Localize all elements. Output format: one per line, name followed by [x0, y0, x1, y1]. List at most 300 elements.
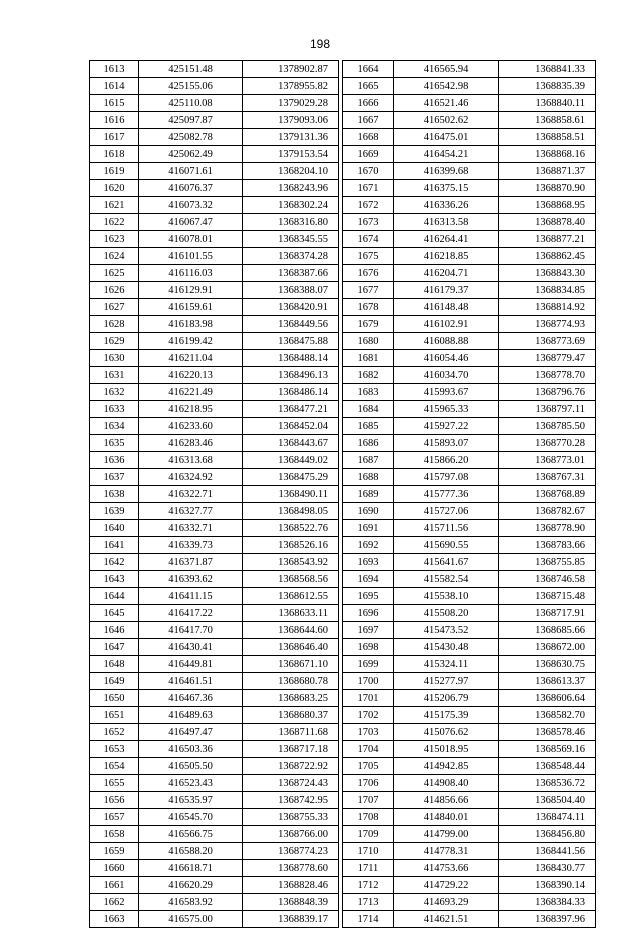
point-number-cell: 1709 — [343, 826, 394, 843]
x-coordinate-cell: 416076.37 — [139, 180, 243, 197]
table-row — [343, 775, 596, 792]
x-coordinate-cell: 416324.92 — [139, 469, 243, 486]
point-number-cell: 1628 — [90, 316, 139, 333]
point-number-cell: 1621 — [90, 197, 139, 214]
table-row — [90, 163, 339, 180]
table-row — [90, 180, 339, 197]
y-coordinate-cell: 1368680.78 — [243, 673, 339, 690]
y-coordinate-cell: 1368858.61 — [499, 112, 596, 129]
y-coordinate-cell: 1368302.24 — [243, 197, 339, 214]
y-coordinate-cell: 1368782.67 — [499, 503, 596, 520]
x-coordinate-cell: 416313.58 — [394, 214, 499, 231]
y-coordinate-cell: 1368496.13 — [243, 367, 339, 384]
y-coordinate-cell: 1368839.17 — [243, 911, 339, 928]
x-coordinate-cell: 416211.04 — [139, 350, 243, 367]
point-number-cell: 1702 — [343, 707, 394, 724]
y-coordinate-cell: 1368683.25 — [243, 690, 339, 707]
x-coordinate-cell: 416393.62 — [139, 571, 243, 588]
y-coordinate-cell: 1368504.40 — [499, 792, 596, 809]
x-coordinate-cell: 415927.22 — [394, 418, 499, 435]
point-number-cell: 1680 — [343, 333, 394, 350]
x-coordinate-cell: 416204.71 — [394, 265, 499, 282]
x-coordinate-cell: 416034.70 — [394, 367, 499, 384]
x-coordinate-cell: 415777.36 — [394, 486, 499, 503]
point-number-cell: 1666 — [343, 95, 394, 112]
point-number-cell: 1713 — [343, 894, 394, 911]
point-number-cell: 1712 — [343, 877, 394, 894]
point-number-cell: 1656 — [90, 792, 139, 809]
table-row — [90, 265, 339, 282]
point-number-cell: 1642 — [90, 554, 139, 571]
x-coordinate-cell: 416221.49 — [139, 384, 243, 401]
x-coordinate-cell: 415076.62 — [394, 724, 499, 741]
table-row — [90, 61, 339, 78]
x-coordinate-cell: 416327.77 — [139, 503, 243, 520]
y-coordinate-cell: 1368814.92 — [499, 299, 596, 316]
y-coordinate-cell: 1368778.60 — [243, 860, 339, 877]
x-coordinate-cell: 415538.10 — [394, 588, 499, 605]
table-row — [90, 452, 339, 469]
point-number-cell: 1647 — [90, 639, 139, 656]
y-coordinate-cell: 1368498.05 — [243, 503, 339, 520]
point-number-cell: 1710 — [343, 843, 394, 860]
table-row — [90, 724, 339, 741]
x-coordinate-cell: 416179.37 — [394, 282, 499, 299]
point-number-cell: 1638 — [90, 486, 139, 503]
point-number-cell: 1692 — [343, 537, 394, 554]
table-row — [343, 741, 596, 758]
point-number-cell: 1662 — [90, 894, 139, 911]
table-row — [343, 282, 596, 299]
y-coordinate-cell: 1368486.14 — [243, 384, 339, 401]
x-coordinate-cell: 416233.60 — [139, 418, 243, 435]
table-row — [90, 809, 339, 826]
point-number-cell: 1634 — [90, 418, 139, 435]
table-row — [90, 418, 339, 435]
x-coordinate-cell: 415965.33 — [394, 401, 499, 418]
y-coordinate-cell: 1368646.40 — [243, 639, 339, 656]
y-coordinate-cell: 1368536.72 — [499, 775, 596, 792]
y-coordinate-cell: 1368671.10 — [243, 656, 339, 673]
point-number-cell: 1614 — [90, 78, 139, 95]
y-coordinate-cell: 1368711.68 — [243, 724, 339, 741]
x-coordinate-cell: 425151.48 — [139, 61, 243, 78]
x-coordinate-cell: 414942.85 — [394, 758, 499, 775]
x-coordinate-cell: 415206.79 — [394, 690, 499, 707]
point-number-cell: 1696 — [343, 605, 394, 622]
y-coordinate-cell: 1368840.11 — [499, 95, 596, 112]
x-coordinate-cell: 416497.47 — [139, 724, 243, 741]
point-number-cell: 1682 — [343, 367, 394, 384]
table-row — [90, 197, 339, 214]
table-row — [90, 622, 339, 639]
point-number-cell: 1668 — [343, 129, 394, 146]
x-coordinate-cell: 416054.46 — [394, 350, 499, 367]
x-coordinate-cell: 415430.48 — [394, 639, 499, 656]
table-row — [343, 95, 596, 112]
point-number-cell: 1714 — [343, 911, 394, 928]
table-row — [90, 214, 339, 231]
y-coordinate-cell: 1368397.96 — [499, 911, 596, 928]
table-row — [90, 758, 339, 775]
point-number-cell: 1699 — [343, 656, 394, 673]
point-number-cell: 1678 — [343, 299, 394, 316]
y-coordinate-cell: 1368568.56 — [243, 571, 339, 588]
x-coordinate-cell: 416199.42 — [139, 333, 243, 350]
point-number-cell: 1669 — [343, 146, 394, 163]
point-number-cell: 1665 — [343, 78, 394, 95]
x-coordinate-cell: 425062.49 — [139, 146, 243, 163]
table-row — [90, 537, 339, 554]
point-number-cell: 1687 — [343, 452, 394, 469]
x-coordinate-cell: 415324.11 — [394, 656, 499, 673]
point-number-cell: 1643 — [90, 571, 139, 588]
point-number-cell: 1626 — [90, 282, 139, 299]
table-row — [343, 146, 596, 163]
x-coordinate-cell: 415473.52 — [394, 622, 499, 639]
x-coordinate-cell: 415277.97 — [394, 673, 499, 690]
y-coordinate-cell: 1368878.40 — [499, 214, 596, 231]
x-coordinate-cell: 414693.29 — [394, 894, 499, 911]
y-coordinate-cell: 1368870.90 — [499, 180, 596, 197]
table-row — [343, 894, 596, 911]
point-number-cell: 1683 — [343, 384, 394, 401]
point-number-cell: 1640 — [90, 520, 139, 537]
y-coordinate-cell: 1368569.16 — [499, 741, 596, 758]
x-coordinate-cell: 416417.22 — [139, 605, 243, 622]
y-coordinate-cell: 1368430.77 — [499, 860, 596, 877]
y-coordinate-cell: 1368797.11 — [499, 401, 596, 418]
y-coordinate-cell: 1368773.69 — [499, 333, 596, 350]
table-row — [90, 469, 339, 486]
x-coordinate-cell: 416371.87 — [139, 554, 243, 571]
point-number-cell: 1625 — [90, 265, 139, 282]
table-row — [90, 656, 339, 673]
y-coordinate-cell: 1368796.76 — [499, 384, 596, 401]
y-coordinate-cell: 1368755.85 — [499, 554, 596, 571]
table-row — [90, 248, 339, 265]
y-coordinate-cell: 1368543.92 — [243, 554, 339, 571]
point-number-cell: 1701 — [343, 690, 394, 707]
y-coordinate-cell: 1368449.56 — [243, 316, 339, 333]
point-number-cell: 1645 — [90, 605, 139, 622]
table-row — [90, 112, 339, 129]
table-row — [90, 571, 339, 588]
y-coordinate-cell: 1368835.39 — [499, 78, 596, 95]
x-coordinate-cell: 416129.91 — [139, 282, 243, 299]
y-coordinate-cell: 1368387.66 — [243, 265, 339, 282]
point-number-cell: 1681 — [343, 350, 394, 367]
point-number-cell: 1711 — [343, 860, 394, 877]
point-number-cell: 1685 — [343, 418, 394, 435]
y-coordinate-cell: 1368452.04 — [243, 418, 339, 435]
x-coordinate-cell: 416071.61 — [139, 163, 243, 180]
x-coordinate-cell: 415993.67 — [394, 384, 499, 401]
point-number-cell: 1658 — [90, 826, 139, 843]
table-row — [90, 588, 339, 605]
x-coordinate-cell: 415866.20 — [394, 452, 499, 469]
x-coordinate-cell: 415582.54 — [394, 571, 499, 588]
point-number-cell: 1659 — [90, 843, 139, 860]
table-row — [343, 571, 596, 588]
x-coordinate-cell: 416467.36 — [139, 690, 243, 707]
table-row — [343, 503, 596, 520]
x-coordinate-cell: 416417.70 — [139, 622, 243, 639]
table-row — [343, 316, 596, 333]
table-row — [343, 265, 596, 282]
y-coordinate-cell: 1368374.28 — [243, 248, 339, 265]
point-number-cell: 1664 — [343, 61, 394, 78]
x-coordinate-cell: 414908.40 — [394, 775, 499, 792]
table-row — [90, 282, 339, 299]
point-number-cell: 1627 — [90, 299, 139, 316]
table-row — [343, 877, 596, 894]
table-row — [90, 690, 339, 707]
table-row — [90, 894, 339, 911]
table-row — [343, 690, 596, 707]
x-coordinate-cell: 414753.66 — [394, 860, 499, 877]
point-number-cell: 1663 — [90, 911, 139, 928]
y-coordinate-cell: 1368680.37 — [243, 707, 339, 724]
x-coordinate-cell: 416505.50 — [139, 758, 243, 775]
x-coordinate-cell: 416218.85 — [394, 248, 499, 265]
x-coordinate-cell: 416583.92 — [139, 894, 243, 911]
point-number-cell: 1686 — [343, 435, 394, 452]
point-number-cell: 1615 — [90, 95, 139, 112]
x-coordinate-cell: 415175.39 — [394, 707, 499, 724]
x-coordinate-cell: 416523.43 — [139, 775, 243, 792]
point-number-cell: 1697 — [343, 622, 394, 639]
x-coordinate-cell: 416067.47 — [139, 214, 243, 231]
point-number-cell: 1684 — [343, 401, 394, 418]
y-coordinate-cell: 1368630.75 — [499, 656, 596, 673]
y-coordinate-cell: 1368834.85 — [499, 282, 596, 299]
point-number-cell: 1641 — [90, 537, 139, 554]
point-number-cell: 1698 — [343, 639, 394, 656]
x-coordinate-cell: 416503.36 — [139, 741, 243, 758]
table-row — [90, 877, 339, 894]
x-coordinate-cell: 416332.71 — [139, 520, 243, 537]
table-row — [90, 911, 339, 928]
y-coordinate-cell: 1368724.43 — [243, 775, 339, 792]
x-coordinate-cell: 416566.75 — [139, 826, 243, 843]
x-coordinate-cell: 416088.88 — [394, 333, 499, 350]
table-row — [90, 350, 339, 367]
x-coordinate-cell: 415690.55 — [394, 537, 499, 554]
x-coordinate-cell: 414778.31 — [394, 843, 499, 860]
y-coordinate-cell: 1378955.82 — [243, 78, 339, 95]
x-coordinate-cell: 416575.00 — [139, 911, 243, 928]
point-number-cell: 1671 — [343, 180, 394, 197]
y-coordinate-cell: 1368420.91 — [243, 299, 339, 316]
point-number-cell: 1674 — [343, 231, 394, 248]
y-coordinate-cell: 1368717.18 — [243, 741, 339, 758]
y-coordinate-cell: 1368779.47 — [499, 350, 596, 367]
y-coordinate-cell: 1368767.31 — [499, 469, 596, 486]
table-row — [90, 860, 339, 877]
y-coordinate-cell: 1368384.33 — [499, 894, 596, 911]
y-coordinate-cell: 1368449.02 — [243, 452, 339, 469]
x-coordinate-cell: 416454.21 — [394, 146, 499, 163]
y-coordinate-cell: 1368390.14 — [499, 877, 596, 894]
table-row — [343, 469, 596, 486]
y-coordinate-cell: 1368204.10 — [243, 163, 339, 180]
x-coordinate-cell: 416502.62 — [394, 112, 499, 129]
x-coordinate-cell: 425097.87 — [139, 112, 243, 129]
y-coordinate-cell: 1368755.33 — [243, 809, 339, 826]
table-row — [343, 248, 596, 265]
x-coordinate-cell: 416535.97 — [139, 792, 243, 809]
table-row — [90, 741, 339, 758]
table-row — [343, 350, 596, 367]
x-coordinate-cell: 416078.01 — [139, 231, 243, 248]
y-coordinate-cell: 1368441.56 — [499, 843, 596, 860]
table-row — [90, 401, 339, 418]
table-row — [343, 180, 596, 197]
y-coordinate-cell: 1368672.00 — [499, 639, 596, 656]
page-number: 198 — [309, 37, 331, 51]
point-number-cell: 1679 — [343, 316, 394, 333]
y-coordinate-cell: 1368778.70 — [499, 367, 596, 384]
table-row — [343, 826, 596, 843]
point-number-cell: 1695 — [343, 588, 394, 605]
point-number-cell: 1657 — [90, 809, 139, 826]
x-coordinate-cell: 414799.00 — [394, 826, 499, 843]
y-coordinate-cell: 1368582.70 — [499, 707, 596, 724]
x-coordinate-cell: 425155.06 — [139, 78, 243, 95]
point-number-cell: 1673 — [343, 214, 394, 231]
x-coordinate-cell: 416073.32 — [139, 197, 243, 214]
y-coordinate-cell: 1368742.95 — [243, 792, 339, 809]
y-coordinate-cell: 1368774.23 — [243, 843, 339, 860]
x-coordinate-cell: 416283.46 — [139, 435, 243, 452]
table-row — [90, 146, 339, 163]
table-row — [343, 843, 596, 860]
x-coordinate-cell: 416411.15 — [139, 588, 243, 605]
point-number-cell: 1688 — [343, 469, 394, 486]
y-coordinate-cell: 1368766.00 — [243, 826, 339, 843]
table-row — [343, 673, 596, 690]
y-coordinate-cell: 1368456.80 — [499, 826, 596, 843]
x-coordinate-cell: 425082.78 — [139, 129, 243, 146]
point-number-cell: 1650 — [90, 690, 139, 707]
x-coordinate-cell: 416148.48 — [394, 299, 499, 316]
x-coordinate-cell: 416618.71 — [139, 860, 243, 877]
table-row — [343, 860, 596, 877]
table-row — [343, 299, 596, 316]
x-coordinate-cell: 416264.41 — [394, 231, 499, 248]
point-number-cell: 1652 — [90, 724, 139, 741]
x-coordinate-cell: 415797.08 — [394, 469, 499, 486]
x-coordinate-cell: 415711.56 — [394, 520, 499, 537]
y-coordinate-cell: 1368685.66 — [499, 622, 596, 639]
x-coordinate-cell: 416542.98 — [394, 78, 499, 95]
table-row — [343, 112, 596, 129]
point-number-cell: 1675 — [343, 248, 394, 265]
y-coordinate-cell: 1368783.66 — [499, 537, 596, 554]
point-number-cell: 1623 — [90, 231, 139, 248]
y-coordinate-cell: 1368877.21 — [499, 231, 596, 248]
y-coordinate-cell: 1368613.37 — [499, 673, 596, 690]
y-coordinate-cell: 1368243.96 — [243, 180, 339, 197]
y-coordinate-cell: 1368443.67 — [243, 435, 339, 452]
point-number-cell: 1667 — [343, 112, 394, 129]
point-number-cell: 1672 — [343, 197, 394, 214]
point-number-cell: 1704 — [343, 741, 394, 758]
y-coordinate-cell: 1368862.45 — [499, 248, 596, 265]
table-row — [343, 61, 596, 78]
table-row — [343, 554, 596, 571]
x-coordinate-cell: 415893.07 — [394, 435, 499, 452]
table-row — [90, 333, 339, 350]
y-coordinate-cell: 1368388.07 — [243, 282, 339, 299]
table-row — [343, 809, 596, 826]
point-number-cell: 1616 — [90, 112, 139, 129]
table-row — [90, 792, 339, 809]
x-coordinate-cell: 416102.91 — [394, 316, 499, 333]
point-number-cell: 1649 — [90, 673, 139, 690]
table-row — [343, 520, 596, 537]
x-coordinate-cell: 415641.67 — [394, 554, 499, 571]
x-coordinate-cell: 425110.08 — [139, 95, 243, 112]
table-row — [90, 316, 339, 333]
point-number-cell: 1706 — [343, 775, 394, 792]
x-coordinate-cell: 416159.61 — [139, 299, 243, 316]
x-coordinate-cell: 415508.20 — [394, 605, 499, 622]
y-coordinate-cell: 1368488.14 — [243, 350, 339, 367]
point-number-cell: 1689 — [343, 486, 394, 503]
x-coordinate-cell: 416375.15 — [394, 180, 499, 197]
y-coordinate-cell: 1368522.76 — [243, 520, 339, 537]
y-coordinate-cell: 1368778.90 — [499, 520, 596, 537]
y-coordinate-cell: 1368773.01 — [499, 452, 596, 469]
table-row — [343, 792, 596, 809]
x-coordinate-cell: 416489.63 — [139, 707, 243, 724]
table-row — [90, 231, 339, 248]
table-row — [90, 503, 339, 520]
point-number-cell: 1694 — [343, 571, 394, 588]
x-coordinate-cell: 414856.66 — [394, 792, 499, 809]
x-coordinate-cell: 415018.95 — [394, 741, 499, 758]
point-number-cell: 1703 — [343, 724, 394, 741]
x-coordinate-cell: 414840.01 — [394, 809, 499, 826]
table-row — [90, 367, 339, 384]
point-number-cell: 1619 — [90, 163, 139, 180]
x-coordinate-cell: 416336.26 — [394, 197, 499, 214]
x-coordinate-cell: 416322.71 — [139, 486, 243, 503]
table-row — [343, 622, 596, 639]
table-row — [90, 775, 339, 792]
y-coordinate-cell: 1368475.29 — [243, 469, 339, 486]
table-row — [90, 554, 339, 571]
y-coordinate-cell: 1368868.16 — [499, 146, 596, 163]
y-coordinate-cell: 1368774.93 — [499, 316, 596, 333]
table-row — [343, 588, 596, 605]
point-number-cell: 1700 — [343, 673, 394, 690]
table-row — [343, 911, 596, 928]
table-row — [343, 384, 596, 401]
y-coordinate-cell: 1368548.44 — [499, 758, 596, 775]
point-number-cell: 1636 — [90, 452, 139, 469]
point-number-cell: 1629 — [90, 333, 139, 350]
point-number-cell: 1632 — [90, 384, 139, 401]
y-coordinate-cell: 1368606.64 — [499, 690, 596, 707]
y-coordinate-cell: 1368746.58 — [499, 571, 596, 588]
table-row — [343, 452, 596, 469]
point-number-cell: 1631 — [90, 367, 139, 384]
table-row — [343, 486, 596, 503]
point-number-cell: 1705 — [343, 758, 394, 775]
